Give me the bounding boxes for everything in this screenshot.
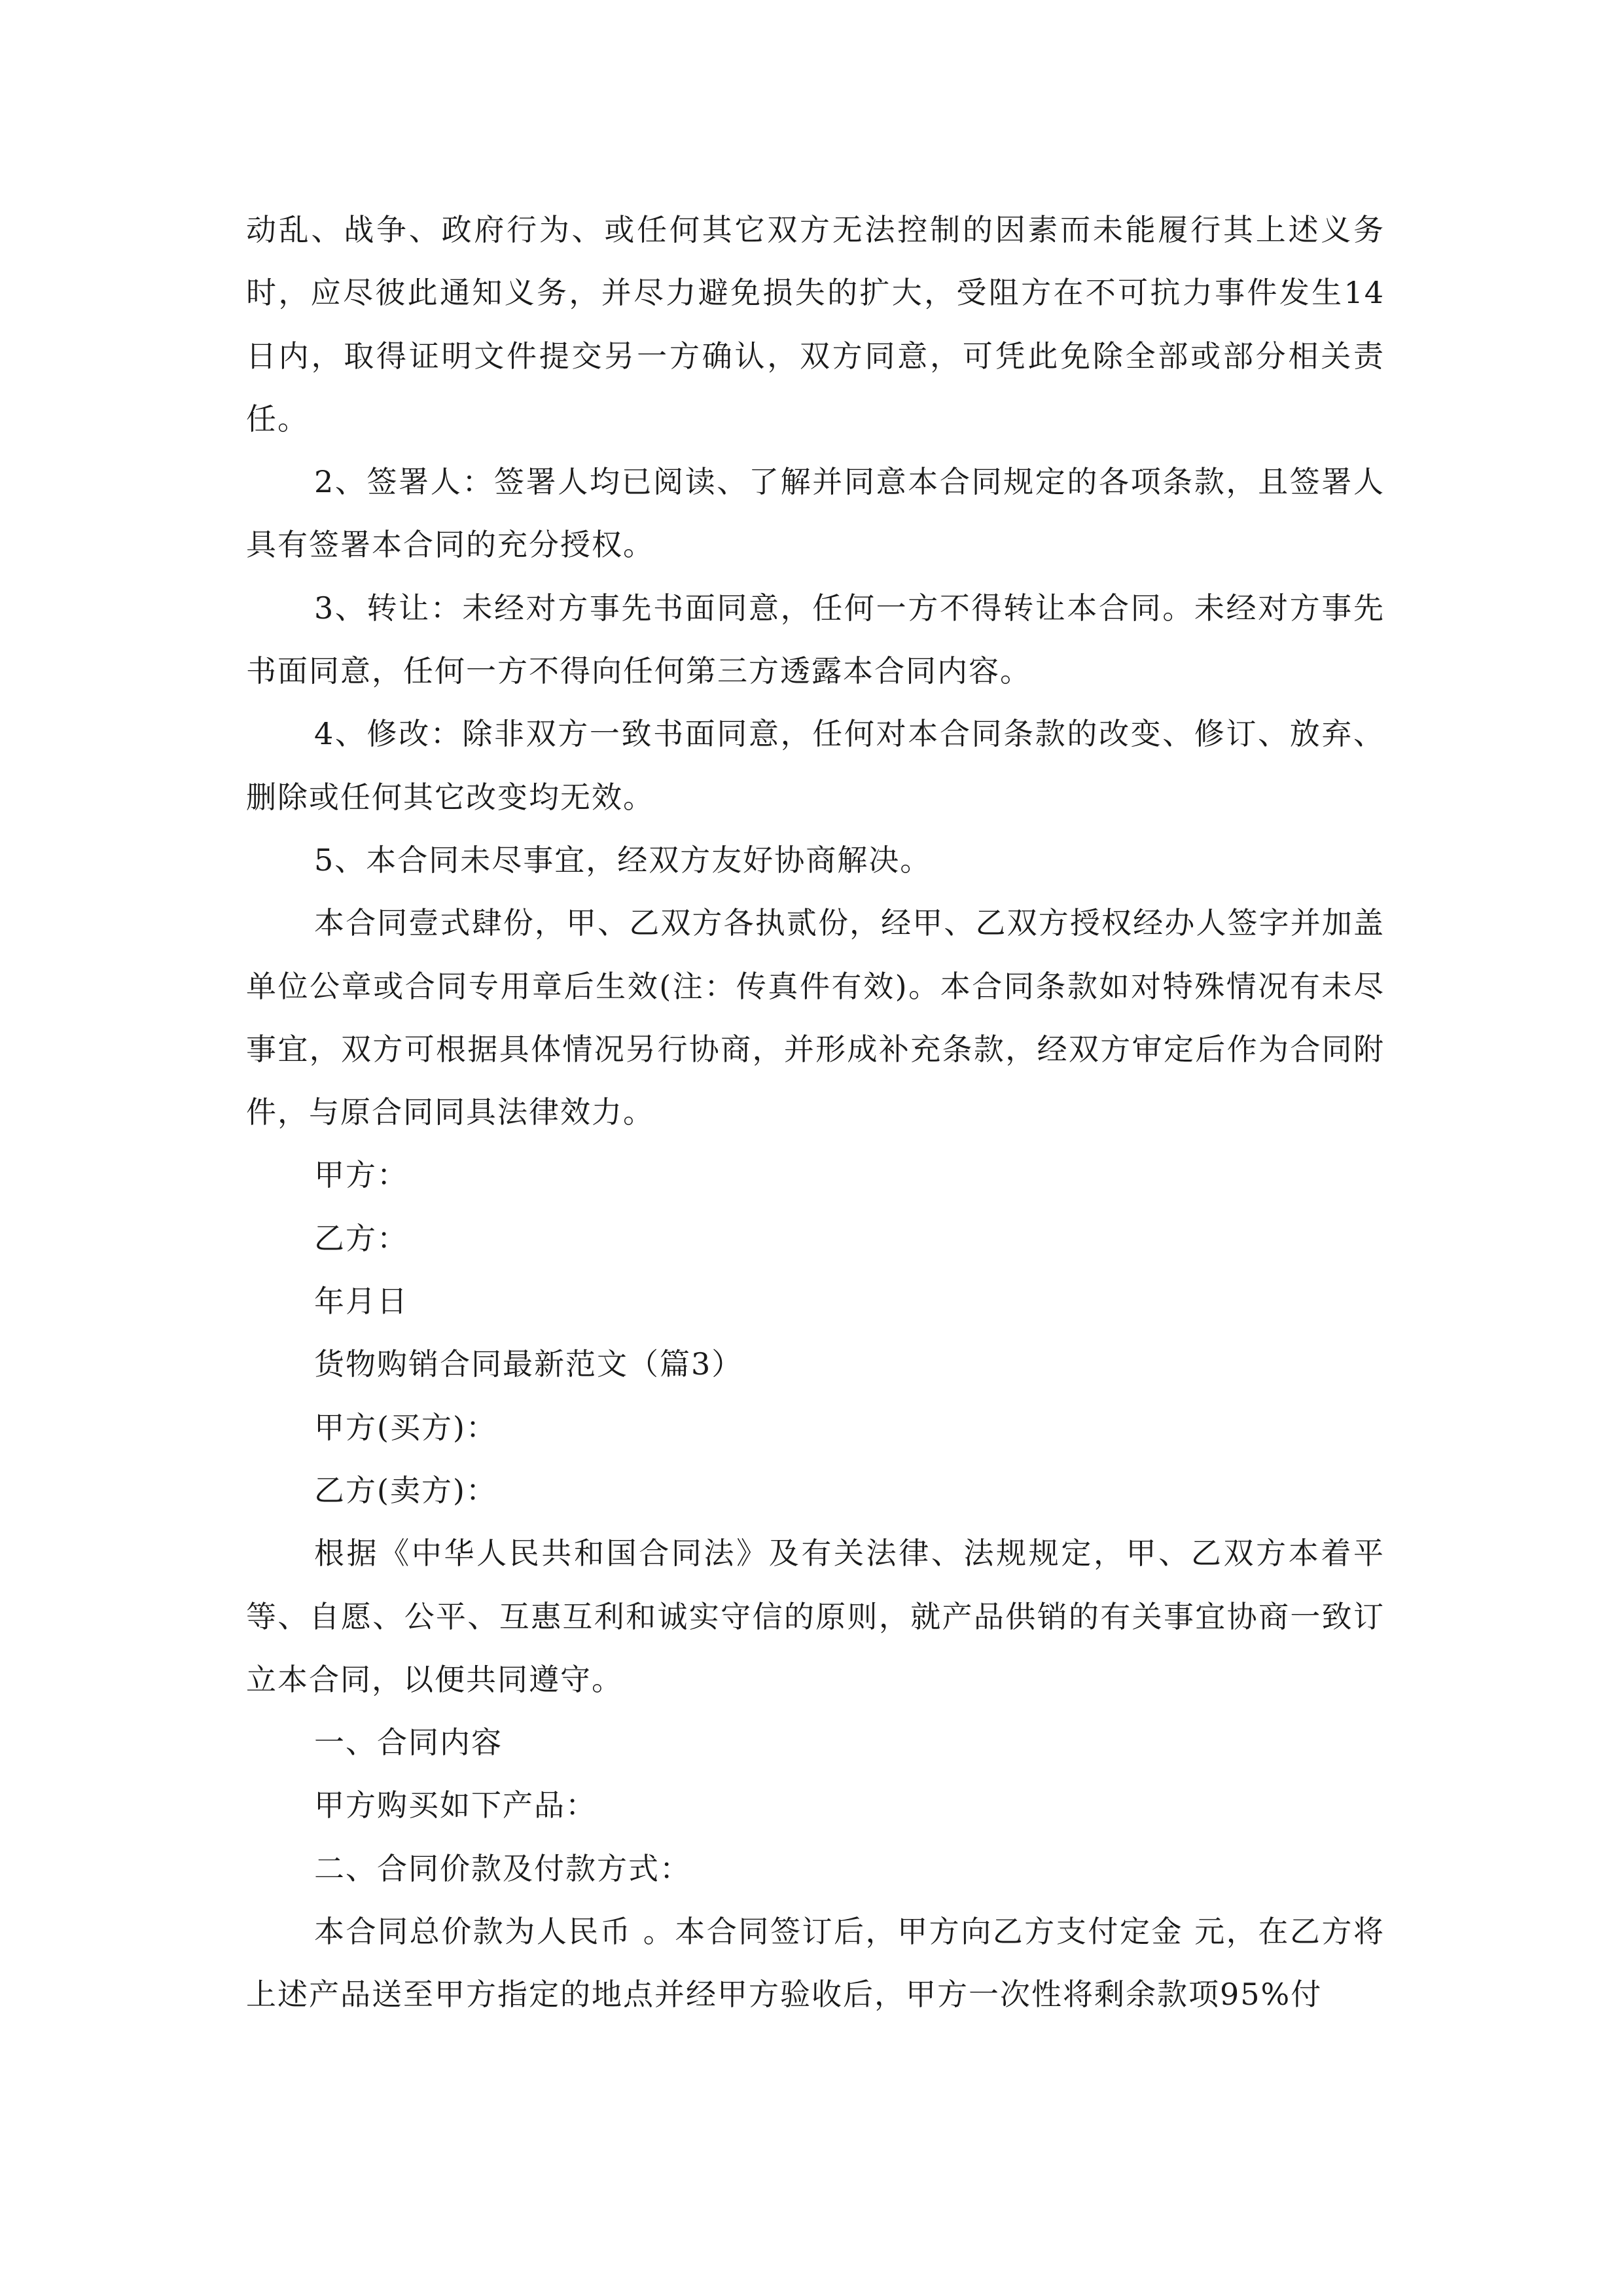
party-a-signature-line: 甲方： [314,1157,408,1193]
document-body [246,198,1385,2026]
paragraph-force-majeure: 动乱、战争、政府行为、或任何其它双方无法控制的因素而未能履行其上述义务时，应尽彼此通知义务，并尽力避免损失的扩大，受阻方在不可抗力事件发生14日内，取得证明文件提交另一方确认，双方同意，可凭此免除全部或部分相关责任。 [246,212,1385,437]
buyer-line: 甲方(买方)： [314,1409,497,1445]
paragraph-modification: 4、修改：除非双方一致书面同意，任何对本合同条款的改变、修订、放弃、删除或任何其它改变均无效。 [246,716,1385,815]
paragraph-unresolved-matters: 5、本合同未尽事宜，经双方友好协商解决。 [314,842,932,878]
seller-line: 乙方(卖方)： [314,1472,497,1508]
paragraph-signatory: 2、签署人：签署人均已阅读、了解并同意本合同规定的各项条款，且签署人具有签署本合同的充分授权。 [246,464,1385,563]
heading-contract-content: 一、合同内容 [314,1725,503,1761]
party-b-signature-line: 乙方： [314,1220,408,1256]
paragraph-products: 甲方购买如下产品： [314,1787,597,1823]
date-line: 年月日 [314,1283,408,1319]
section-title: 货物购销合同最新范文（篇3） [314,1346,743,1382]
paragraph-payment-terms: 本合同总价款为人民币 。本合同签订后，甲方向乙方支付定金 元，在乙方将上述产品送至甲方指定的地点并经甲方验收后，甲方一次性将剩余款项95%付 [246,1914,1385,2013]
paragraph-transfer: 3、转让：未经对方事先书面同意，任何一方不得转让本合同。未经对方事先书面同意，任何一方不得向任何第三方透露本合同内容。 [246,590,1385,689]
paragraph-legal-basis: 根据《中华人民共和国合同法》及有关法律、法规规定，甲、乙双方本着平等、自愿、公平、互惠互利和诚实守信的原则，就产品供销的有关事宜协商一致订立本合同，以便共同遵守。 [246,1535,1385,1697]
heading-price-and-payment: 二、合同价款及付款方式： [314,1850,691,1886]
paragraph-copies-and-effect: 本合同壹式肆份，甲、乙双方各执贰份，经甲、乙双方授权经办人签字并加盖单位公章或合同专用章后生效(注：传真件有效)。本合同条款如对特殊情况有未尽事宜，双方可根据具体情况另行协商，并形成补充条款，经双方审定后作为合同附件，与原合同同具法律效力。 [246,905,1385,1130]
